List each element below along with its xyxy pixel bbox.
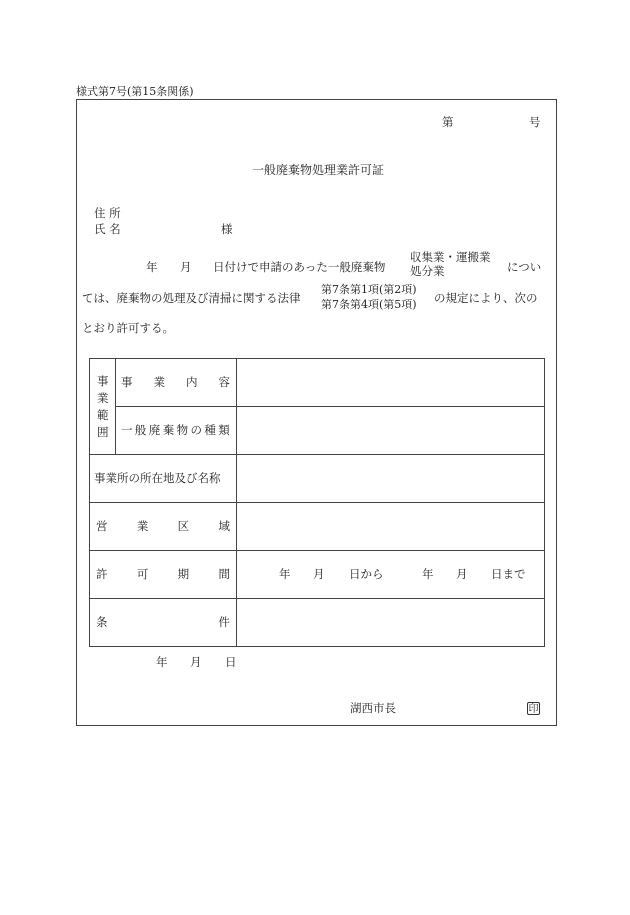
row-label-char: 件 — [218, 615, 230, 629]
table-hline — [89, 454, 545, 455]
body-line3: とおり許可する。 — [82, 321, 174, 335]
body-line2: ては、廃棄物の処理及び清掃に関する法律 — [82, 291, 301, 305]
row-label-period — [96, 569, 230, 581]
row-label-char: 域 — [218, 519, 230, 533]
period-to-month: 月 — [456, 567, 468, 581]
row-label-char: 間 — [218, 567, 230, 581]
body-line1: 日付けで申請のあった一般廃棄物 — [213, 260, 386, 274]
row-label-char: 容 — [218, 375, 230, 389]
period-from-month: 月 — [313, 567, 325, 581]
form-label: 様式第7号(第15条関係) — [76, 85, 194, 98]
period-to-day: 日まで — [491, 567, 526, 581]
issuer-name: 湖西市長 — [350, 701, 396, 715]
law-article-b: 第7条第4項(第5項) — [321, 298, 417, 311]
table-vline — [236, 358, 237, 647]
row-label-char: 許 — [96, 567, 108, 581]
date-day: 日 — [225, 655, 237, 669]
table-hline — [89, 550, 545, 551]
scope-char: 事 — [97, 374, 109, 388]
period-to-year: 年 — [422, 567, 434, 581]
scope-char: 囲 — [97, 425, 109, 439]
period-from-day: 日から — [349, 567, 384, 581]
row-label-char: 期 — [177, 567, 190, 581]
scope-char: 業 — [97, 391, 109, 405]
table-hline — [115, 406, 545, 407]
address-label: 住 所 — [94, 206, 121, 220]
table-vline — [115, 358, 116, 454]
row-label-char: 営 — [96, 519, 108, 533]
row-label-char: 区 — [177, 519, 190, 533]
row-label-condition — [96, 617, 230, 629]
document-title: 一般廃棄物処理業許可証 — [252, 163, 385, 177]
law-article-a: 第7条第1項(第2項) — [321, 283, 417, 296]
body-month: 月 — [180, 260, 192, 274]
date-month: 月 — [190, 655, 202, 669]
row-label-business — [121, 377, 230, 389]
table-hline — [89, 502, 545, 503]
body-line2-end: の規定により、次の — [434, 291, 538, 305]
scope-char: 範 — [97, 408, 109, 422]
row-label-area — [96, 521, 230, 533]
table-hline — [89, 598, 545, 599]
body-year: 年 — [146, 260, 158, 274]
row-label-char: 業 — [136, 519, 149, 533]
row-label-waste: 一般廃棄物の種類 — [121, 423, 233, 437]
date-year: 年 — [156, 655, 168, 669]
number-go: 号 — [529, 115, 541, 129]
body-tsui: につい — [507, 260, 542, 274]
business-type-collection: 収集業・運搬業 — [410, 250, 491, 264]
row-label-char: 内 — [186, 375, 198, 389]
row-label-char: 可 — [136, 567, 149, 581]
honorific: 様 — [221, 222, 233, 236]
row-label-char: 条 — [96, 615, 108, 629]
seal-mark: 印 — [528, 704, 539, 715]
row-label-char: 業 — [153, 375, 165, 389]
row-label-location: 事業所の所在地及び名称 — [94, 471, 221, 485]
business-type-disposal: 処分業 — [410, 264, 445, 278]
name-label: 氏 名 — [94, 222, 121, 236]
period-from-year: 年 — [279, 567, 291, 581]
number-dai: 第 — [442, 115, 454, 129]
row-label-char: 事 — [121, 375, 133, 389]
